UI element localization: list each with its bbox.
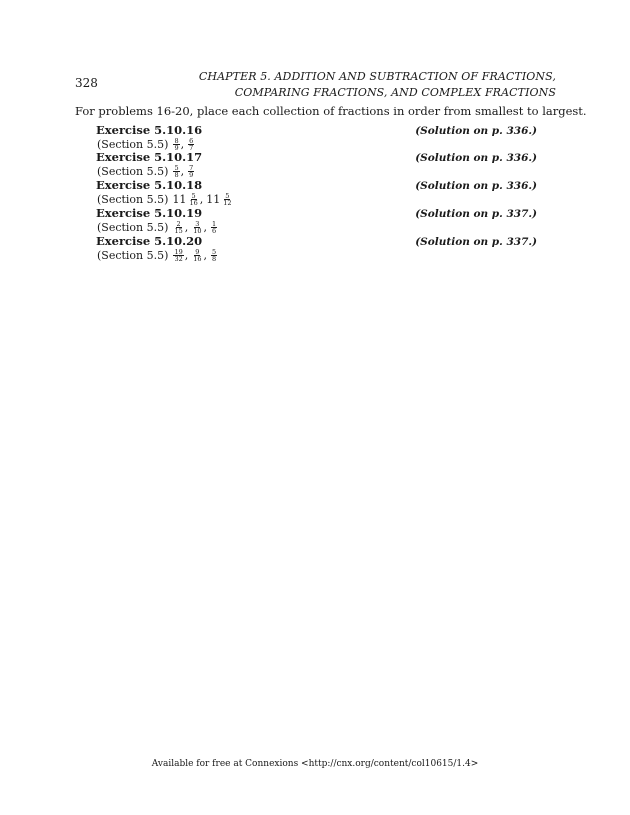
exercise-body bbox=[97, 249, 537, 262]
fraction: $\frac{5}{8}$ bbox=[174, 164, 179, 179]
exercise-title: Exercise 5.10.20 bbox=[96, 234, 203, 248]
page-footer: Available for free at Connexions <http://cnx.org/content/col10615/1.4> bbox=[151, 759, 479, 769]
exercise-body bbox=[97, 193, 537, 206]
fraction: $\frac{7}{9}$ bbox=[189, 164, 194, 179]
section-link[interactable]: (Section 5.5) bbox=[97, 193, 169, 206]
running-header bbox=[199, 69, 556, 101]
solution-link[interactable]: (Solution on p. 336.) bbox=[415, 125, 537, 137]
solution-link[interactable]: (Solution on p. 337.) bbox=[415, 236, 537, 248]
exercise-5-10-19 bbox=[96, 206, 537, 234]
fraction-separator: , bbox=[180, 165, 185, 178]
mixed-number-whole: 11 bbox=[206, 193, 221, 206]
fraction-separator: , bbox=[184, 249, 189, 262]
fraction: $\frac{8}{9}$ bbox=[174, 137, 179, 152]
fraction: $\frac{5}{8}$ bbox=[212, 248, 217, 263]
exercise-title: Exercise 5.10.17 bbox=[96, 150, 203, 164]
exercise-5-10-17 bbox=[96, 150, 537, 178]
fraction-separator: , bbox=[203, 221, 207, 234]
fraction-separator: , bbox=[184, 221, 189, 234]
problems-intro: For problems 16-20, place each collection of fractions in order from smallest to largest. bbox=[75, 104, 587, 118]
fraction: $\frac{9}{16}$ bbox=[193, 248, 202, 263]
solution-link[interactable]: (Solution on p. 337.) bbox=[415, 208, 537, 220]
chapter-title-line-2: COMPARING FRACTIONS, AND COMPLEX FRACTIONS bbox=[234, 86, 556, 99]
exercise-body bbox=[97, 165, 537, 178]
section-link[interactable]: (Section 5.5) bbox=[97, 138, 169, 151]
fraction: $\frac{5}{16}$ bbox=[189, 192, 198, 207]
exercise-title: Exercise 5.10.19 bbox=[96, 206, 203, 220]
exercise-body bbox=[97, 221, 537, 234]
solution-link[interactable]: (Solution on p. 336.) bbox=[415, 180, 537, 192]
fraction: $\frac{19}{32}$ bbox=[174, 248, 183, 263]
fraction: $\frac{5}{12}$ bbox=[223, 192, 232, 207]
fraction: $\frac{6}{7}$ bbox=[189, 137, 194, 152]
solution-link[interactable]: (Solution on p. 336.) bbox=[415, 152, 537, 164]
section-link[interactable]: (Section 5.5) bbox=[97, 249, 169, 262]
fraction: $\frac{3}{10}$ bbox=[193, 220, 202, 235]
chapter-title-line-1: CHAPTER 5. ADDITION AND SUBTRACTION OF FRACTIONS, bbox=[198, 70, 556, 83]
fraction: $\frac{1}{6}$ bbox=[212, 220, 217, 235]
page-number: 328 bbox=[75, 76, 98, 90]
section-link[interactable]: (Section 5.5) bbox=[97, 221, 169, 234]
fraction-separator: , bbox=[203, 249, 207, 262]
exercise-5-10-16 bbox=[96, 123, 537, 151]
mixed-number-whole: 11 bbox=[172, 193, 187, 206]
fraction: $\frac{2}{15}$ bbox=[174, 220, 183, 235]
section-link[interactable]: (Section 5.5) bbox=[97, 165, 169, 178]
exercise-5-10-20 bbox=[96, 234, 537, 262]
exercise-title: Exercise 5.10.18 bbox=[96, 178, 203, 192]
fraction-separator: , bbox=[199, 193, 204, 206]
exercise-title: Exercise 5.10.16 bbox=[96, 123, 203, 137]
fraction-separator: , bbox=[180, 138, 185, 151]
exercise-5-10-18 bbox=[96, 178, 537, 206]
